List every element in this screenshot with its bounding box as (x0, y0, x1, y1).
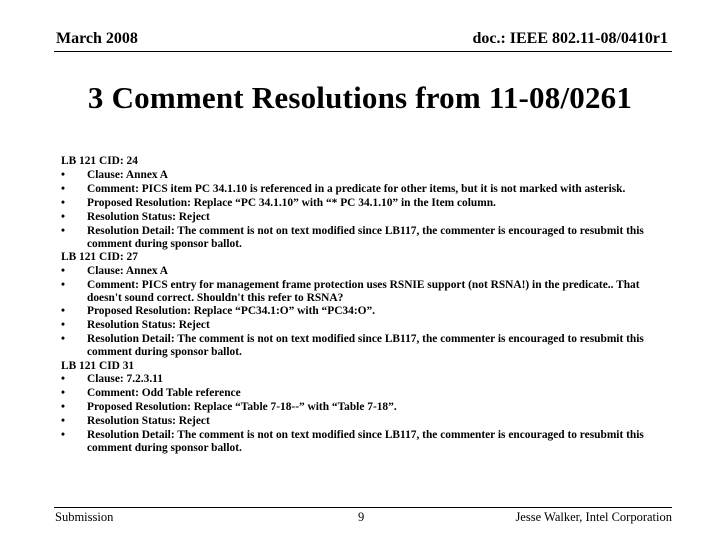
item-text: Clause: 7.2.3.11 (87, 373, 163, 385)
comment-group (61, 251, 661, 359)
list-item (61, 429, 661, 455)
bullet: • (61, 415, 65, 427)
list-item (61, 279, 661, 305)
comment-group (61, 155, 661, 251)
bullet: • (61, 168, 65, 181)
item-text: Proposed Resolution: Replace “PC34.1:O” with “PC34:O”. (87, 305, 376, 317)
bullet: • (61, 429, 65, 441)
bullet: • (61, 305, 65, 317)
list-item (61, 333, 661, 359)
group-heading: LB 121 CID 31 (61, 359, 135, 372)
item-text: Comment: Odd Table reference (87, 387, 241, 399)
item-text: Proposed Resolution: Replace “PC 34.1.10” with “* PC 34.1.10” in the Item column. (87, 196, 496, 209)
header-date: March 2008 (56, 30, 138, 47)
header-divider (54, 51, 672, 52)
item-text: Clause: Annex A (87, 264, 169, 277)
bullet: • (61, 387, 65, 399)
item-text: Resolution Status: Reject (87, 210, 210, 223)
footer-submission: Submission (55, 510, 114, 524)
bullet: • (61, 264, 65, 277)
item-text: Resolution Status: Reject (87, 415, 210, 427)
bullet: • (61, 319, 65, 331)
bullet: • (61, 224, 65, 237)
item-text: Resolution Detail: The comment is not on text modified since LB117, the commenter is encouraged to resubmit this comment during sponsor ballot. (87, 429, 644, 454)
bullet: • (61, 333, 65, 345)
group-heading: LB 121 CID: 27 (61, 251, 138, 263)
list-item (61, 265, 661, 279)
bullet: • (61, 182, 65, 195)
item-text: Resolution Status: Reject (87, 319, 210, 331)
bullet: • (61, 373, 65, 385)
bullet: • (61, 278, 65, 291)
item-text: Resolution Detail: The comment is not on text modified since LB117, the commenter is encouraged to resubmit this comment during sponsor ballot. (87, 224, 644, 250)
item-text: Proposed Resolution: Replace “Table 7-18--” with “Table 7-18”. (87, 401, 397, 413)
item-text: Comment: PICS entry for management frame protection uses RSNIE support (not RSNA!) in the predicate.. That doesn't sound correct. Shouldn't this refer to RSNA? (87, 278, 640, 304)
list-item (61, 305, 661, 319)
comment-group (61, 360, 661, 456)
group-heading: LB 121 CID: 24 (61, 155, 138, 167)
item-text: Resolution Detail: The comment is not on text modified since LB117, the commenter is encouraged to resubmit this comment during sponsor ballot. (87, 333, 644, 358)
page-number: 9 (358, 510, 365, 524)
bullet: • (61, 210, 65, 223)
slide-title: 3 Comment Resolutions from 11-08/0261 (87, 80, 633, 115)
list-item (61, 169, 661, 183)
list-item (61, 401, 661, 415)
list-item (61, 373, 661, 387)
list-item (61, 197, 661, 211)
slide-body (61, 155, 661, 456)
bullet: • (61, 401, 65, 413)
item-text: Comment: PICS item PC 34.1.10 is referenced in a predicate for other items, but it is not marked with asterisk. (87, 182, 626, 195)
item-text: Clause: Annex A (87, 168, 169, 181)
list-item (61, 387, 661, 401)
bullet: • (61, 196, 65, 209)
header-doc-id: doc.: IEEE 802.11-08/0410r1 (472, 30, 668, 47)
footer-author: Jesse Walker, Intel Corporation (515, 510, 672, 524)
list-item (61, 415, 661, 429)
footer-divider (54, 507, 672, 508)
list-item (61, 225, 661, 251)
list-item (61, 319, 661, 333)
list-item (61, 211, 661, 225)
list-item (61, 183, 661, 197)
